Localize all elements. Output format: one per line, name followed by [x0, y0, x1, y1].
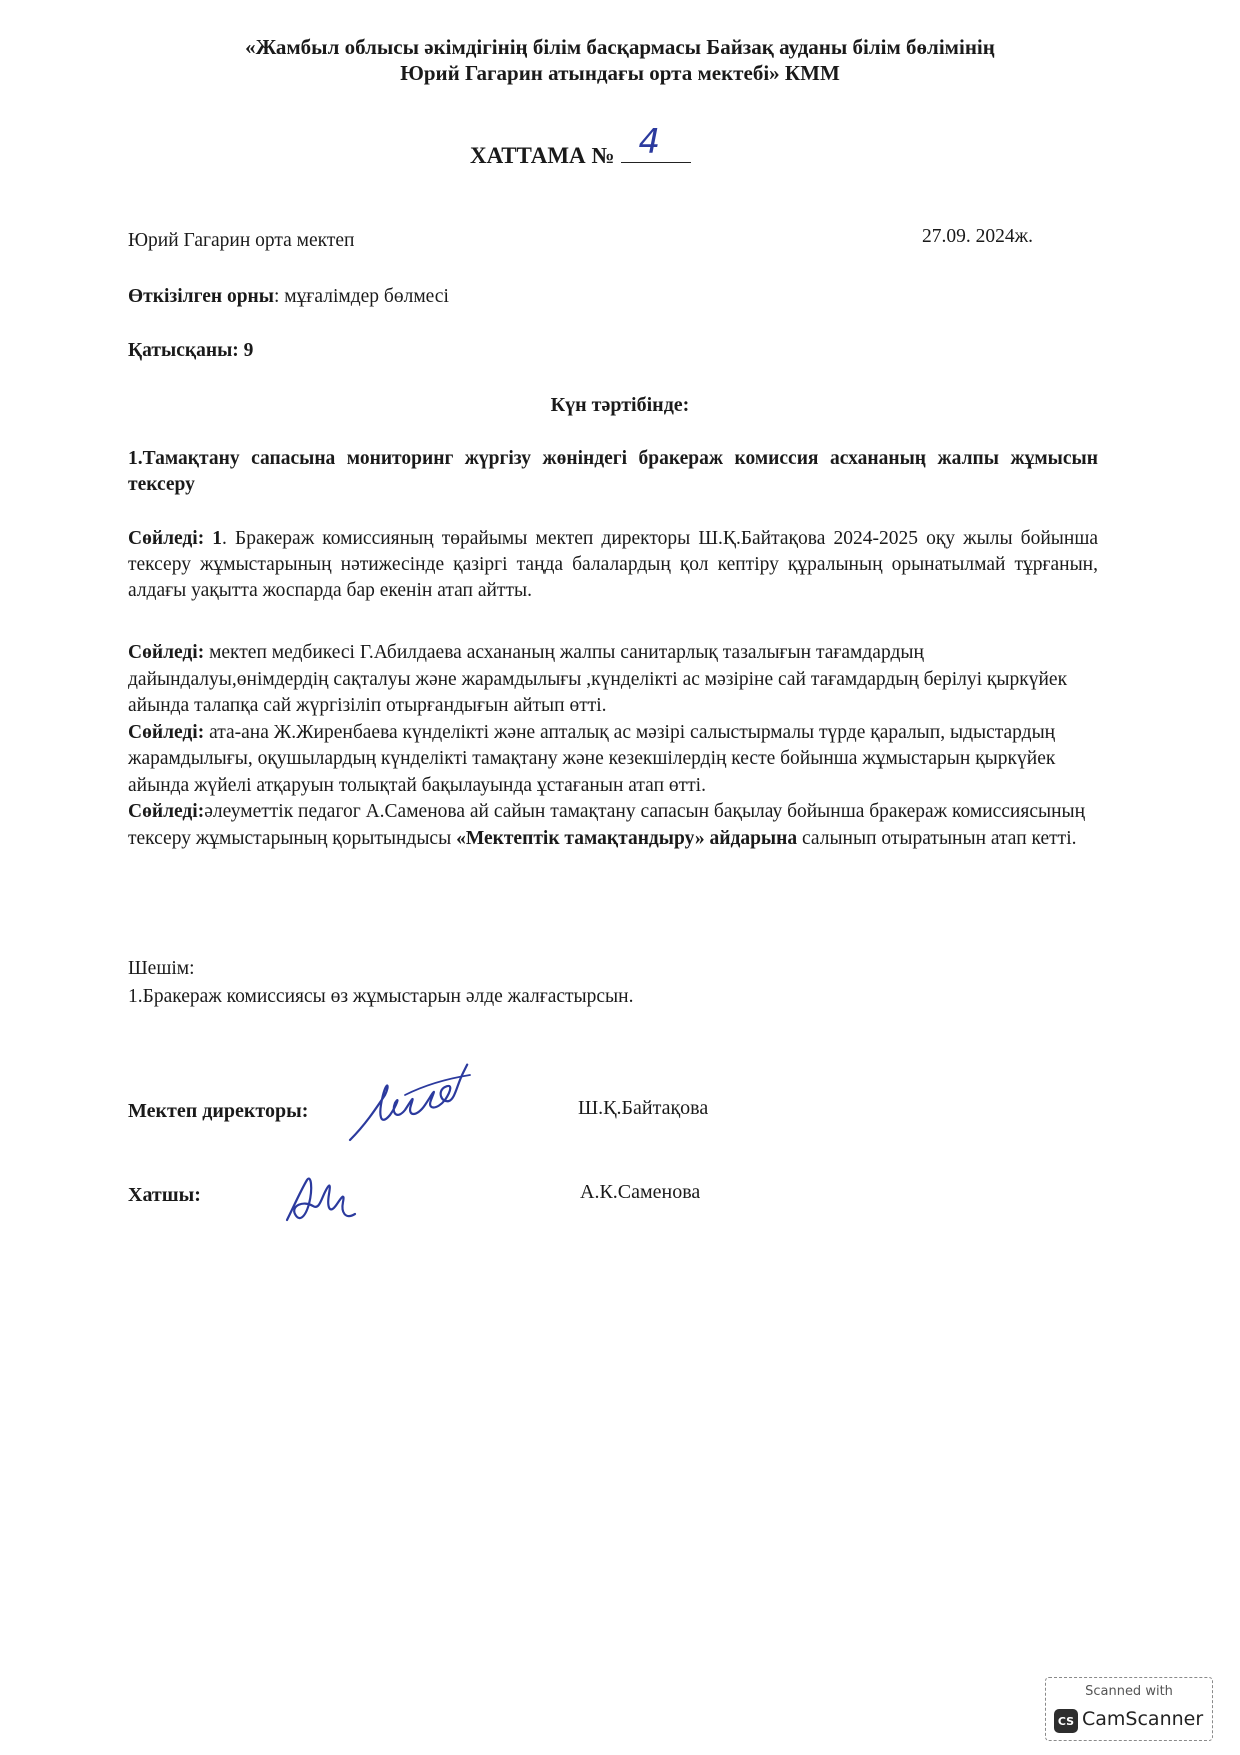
meeting-place — [128, 284, 449, 309]
director-name: Ш.Қ.Байтақова — [578, 1097, 709, 1119]
attended-value: 9 — [238, 340, 254, 361]
speech-3-text: ата-ана Ж.Жиренбаева күнделікті және апталық ас мәзірі салыстырмалы түрде қаралып, ыдыстардың жарамдылығы, оқушылардың күнделікті тамақтану және кезекшілердің кесте бойынша жұмыстарын қыркүйек айында жүйелі атқаруын толықтай бақылауында ұстағанын атап өтті. — [128, 721, 1056, 796]
place-label: Өткізілген орны — [128, 286, 275, 307]
speech-4-bold: «Мектептік тамақтандыру» айдарына — [456, 827, 798, 849]
header-line-1: «Жамбыл облысы әкімдігінің білім басқармасы Байзақ ауданы білім бөлімінің — [245, 35, 995, 59]
header-line-2: Юрий Гагарин атындағы орта мектебі» КММ — [400, 61, 840, 85]
protocol-number-field — [621, 122, 691, 163]
protocol-title — [470, 122, 691, 169]
speech-4-text-b: салынып отыратынын атап кетті. — [797, 827, 1077, 849]
attended-label: Қатысқаны: — [128, 340, 239, 361]
protocol-number: 4 — [638, 122, 661, 162]
decision-label: Шешім: — [128, 958, 195, 979]
protocol-label: ХАТТАМА № — [470, 143, 615, 168]
speech-1 — [128, 526, 1098, 604]
decision-item: 1.Бракераж комиссиясы өз жұмыстарын әлде жалғастырсын. — [128, 986, 634, 1007]
speech-3 — [128, 720, 1098, 800]
speech-4-label: Сөйледі: — [128, 801, 205, 822]
speech-1-text: . Бракераж комиссияның төрайымы мектеп директоры Ш.Қ.Байтақова 2024-2025 оқу жылы бойынша тексеру жұмыстарының нәтижесінде қазіргі таңда балалардың қол кептіру құралының орынатылмай тұрғанын, алдағы уақытта жоспарда бар екенін атап айтты. — [128, 528, 1098, 601]
speech-block — [128, 640, 1098, 852]
secretary-label: Хатшы: — [128, 1184, 201, 1206]
director-label: Мектеп директоры: — [128, 1100, 309, 1122]
badge-caption: Scanned with — [1085, 1684, 1173, 1699]
speech-4-text-a: әлеуметтік педагог А.Саменова ай сайын тамақтану сапасын бақылау бойынша бракераж комиссиясының тексеру жұмыстарының қорытындысы — [128, 801, 1086, 849]
speech-3-label: Сөйледі: — [128, 721, 205, 743]
document-header — [180, 34, 1060, 86]
badge-brand: CamScanner — [1082, 1708, 1204, 1730]
school-name: Юрий Гагарин орта мектеп — [128, 230, 355, 251]
speech-2-text: мектеп медбикесі Г.Абилдаева асхананың жалпы санитарлық тазалығын тағамдардың дайындалуы,өнімдердің сақталуы және жарамдылығы ,күнделікті ас мәзіріне сай тағамдардың берілуі қыркүйек айында талапқа сай жүргізіліп отырғандығын айтып өтті. — [128, 642, 1068, 716]
secretary-name: А.К.Саменова — [580, 1181, 701, 1203]
document-date: 27.09. 2024ж. — [922, 226, 1033, 247]
speech-4 — [128, 799, 1098, 852]
agenda-title: Күн тәртібінде: — [550, 394, 690, 416]
camscanner-badge — [1045, 1677, 1213, 1741]
place-value: : мұғалімдер бөлмесі — [274, 286, 449, 307]
speech-2-label: Сөйледі: — [128, 642, 205, 663]
director-signature — [345, 1055, 485, 1145]
camscanner-logo-icon: CS — [1054, 1709, 1078, 1733]
agenda-item: 1.Тамақтану сапасына мониторинг жүргізу жөніндегі бракераж комиссия асхананың жалпы жұмысын тексеру — [128, 448, 1098, 495]
secretary-signature — [283, 1170, 363, 1230]
speech-1-label: Сөйледі: 1 — [128, 528, 223, 549]
attendance — [128, 338, 253, 363]
speech-2 — [128, 640, 1098, 720]
